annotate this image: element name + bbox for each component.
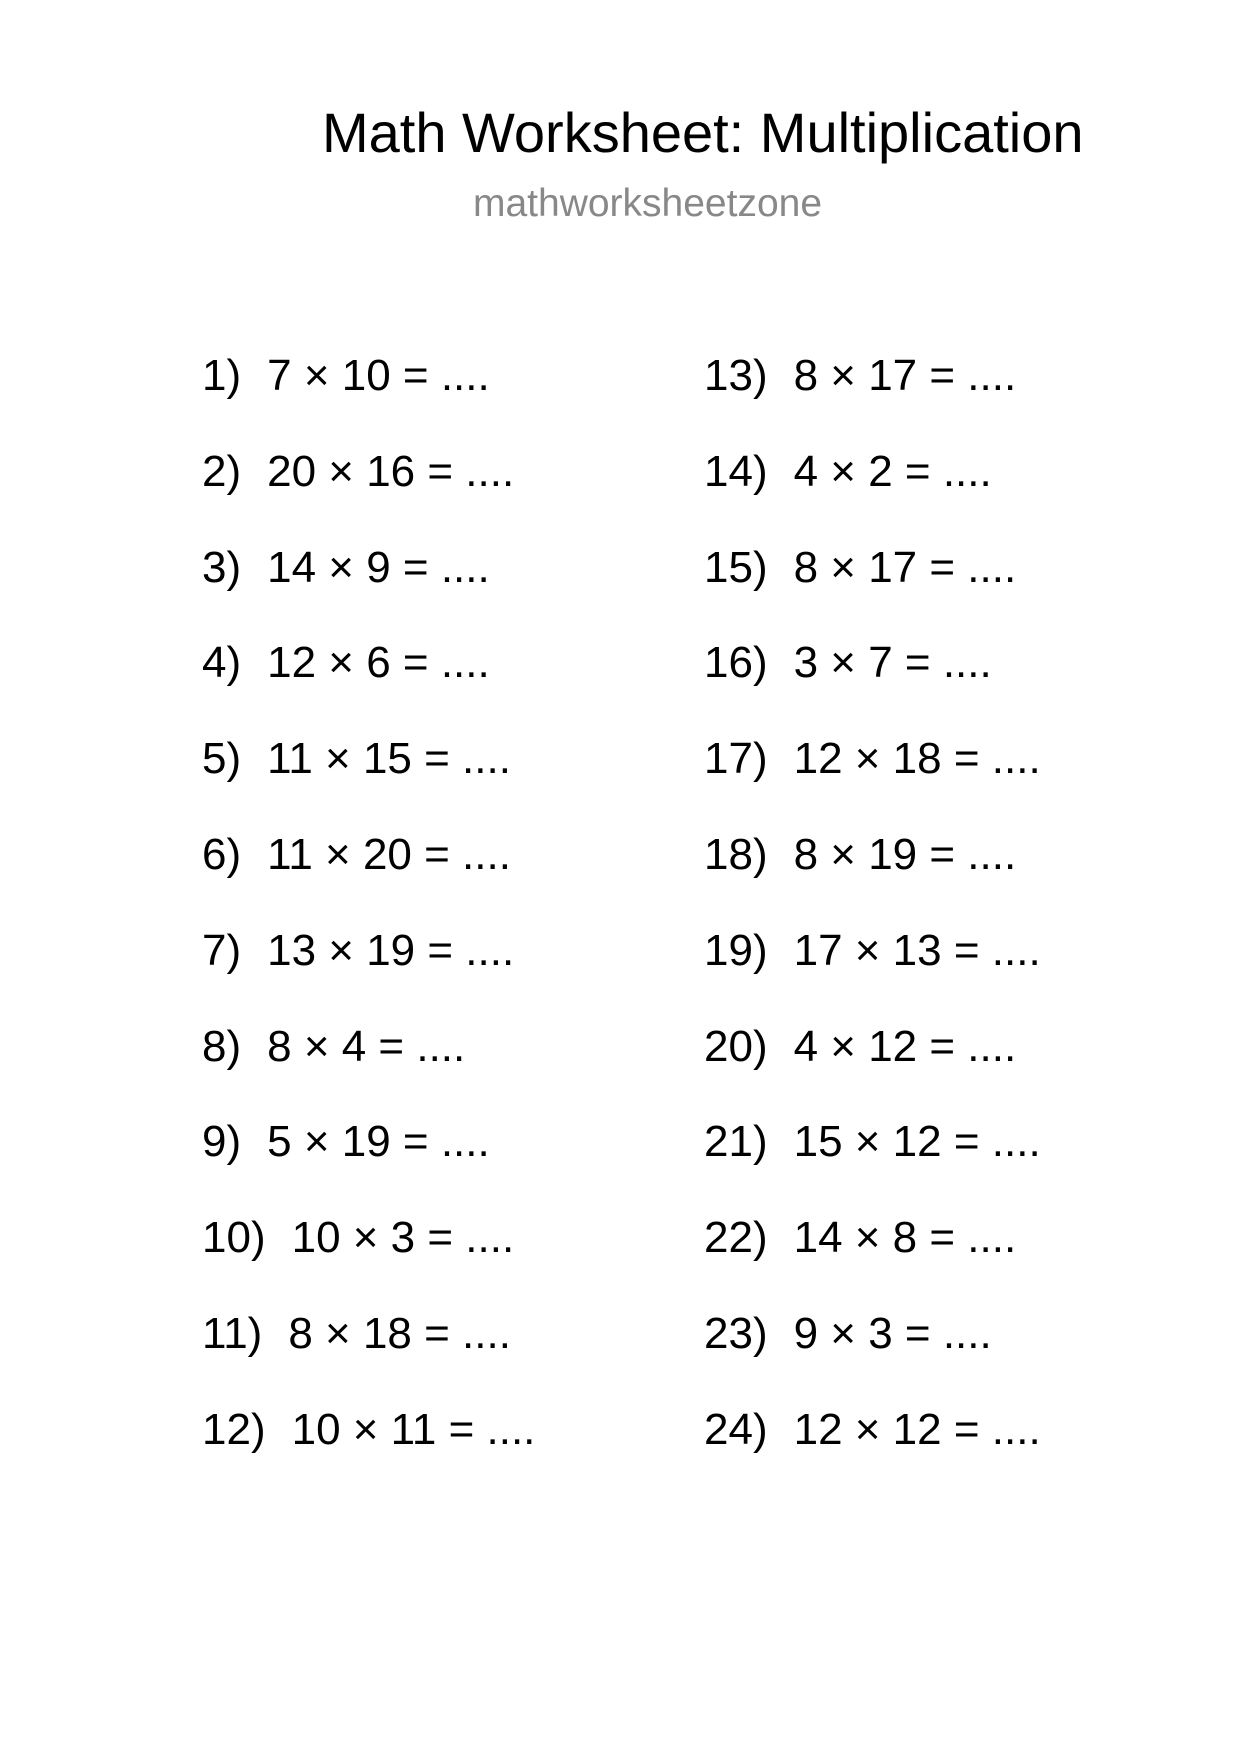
problem-number: 16): [704, 638, 768, 688]
problem-number: 15): [704, 542, 768, 592]
problem-expression: 10 × 3 = ....: [291, 1213, 515, 1263]
problem-expression: 4 × 12 = ....: [793, 1021, 1017, 1071]
problem-expression: 7 × 10 = ....: [267, 351, 490, 400]
problem-item: [202, 1212, 535, 1308]
problem-item: [202, 1116, 535, 1212]
problem-number: 21): [704, 1117, 768, 1167]
problem-expression: 15 × 12 = ....: [793, 1117, 1041, 1167]
problem-item: [704, 1212, 1041, 1308]
problem-expression: 8 × 19 = ....: [793, 829, 1017, 879]
problem-number: 8): [202, 1021, 242, 1071]
problem-number: 4): [202, 638, 242, 688]
problem-item: [202, 1308, 535, 1404]
problem-item: [704, 733, 1041, 829]
problem-number: 1): [202, 351, 242, 400]
problem-expression: 8 × 17 = ....: [793, 351, 1017, 400]
problem-item: [704, 350, 1041, 446]
problem-item: [202, 829, 535, 925]
problem-expression: 8 × 17 = ....: [793, 542, 1017, 592]
problem-item: [704, 925, 1041, 1021]
problem-number: 3): [202, 542, 242, 592]
problem-expression: 12 × 12 = ....: [793, 1404, 1041, 1454]
problem-expression: 14 × 8 = ....: [793, 1213, 1017, 1263]
problem-expression: 11 × 15 = ....: [267, 734, 511, 784]
problem-expression: 3 × 7 = ....: [793, 638, 992, 688]
problem-number: 11): [202, 1308, 263, 1358]
problem-item: [704, 1404, 1041, 1500]
problem-item: [202, 1021, 535, 1117]
problem-number: 24): [704, 1404, 768, 1454]
problem-expression: 12 × 6 = ....: [267, 638, 490, 688]
problem-number: 14): [704, 446, 768, 496]
problem-expression: 11 × 20 = ....: [267, 829, 511, 879]
problem-number: 9): [202, 1117, 242, 1167]
problem-expression: 5 × 19 = ....: [267, 1117, 490, 1167]
problem-item: [202, 1404, 535, 1500]
problem-number: 23): [704, 1308, 768, 1358]
page-title: Math Worksheet: Multiplication: [322, 101, 1084, 164]
problem-expression: 8 × 4 = ....: [267, 1021, 466, 1071]
problem-column-right: [704, 350, 1041, 1500]
problem-item: [704, 446, 1041, 542]
problem-number: 6): [202, 829, 242, 879]
problem-item: [704, 542, 1041, 638]
problem-expression: 17 × 13 = ....: [793, 925, 1041, 975]
problem-expression: 20 × 16 = ....: [267, 446, 515, 496]
problem-number: 7): [202, 925, 242, 975]
problem-number: 5): [202, 734, 242, 784]
problem-item: [202, 446, 535, 542]
problem-expression: 4 × 2 = ....: [793, 446, 992, 496]
problem-number: 2): [202, 446, 242, 496]
problem-expression: 14 × 9 = ....: [267, 542, 490, 592]
problem-expression: 12 × 18 = ....: [793, 734, 1041, 784]
problem-number: 19): [704, 925, 768, 975]
problem-item: [202, 542, 535, 638]
problem-number: 10): [202, 1213, 266, 1263]
problem-item: [704, 637, 1041, 733]
problem-number: 20): [704, 1021, 768, 1071]
problem-item: [202, 637, 535, 733]
problem-item: [704, 1308, 1041, 1404]
problem-expression: 13 × 19 = ....: [267, 925, 515, 975]
page-subtitle: mathworksheetzone: [473, 182, 823, 225]
problem-number: 17): [704, 734, 768, 784]
problem-expression: 9 × 3 = ....: [793, 1308, 992, 1358]
problem-number: 12): [202, 1404, 266, 1454]
problem-item: [202, 350, 535, 446]
problem-expression: 10 × 11 = ....: [291, 1404, 536, 1454]
problem-item: [202, 733, 535, 829]
problem-number: 13): [704, 351, 768, 400]
problem-item: [704, 1021, 1041, 1117]
problem-expression: 8 × 18 = ....: [288, 1308, 511, 1358]
problem-item: [704, 829, 1041, 925]
problem-item: [704, 1116, 1041, 1212]
problem-column-left: [202, 350, 535, 1500]
problem-item: [202, 925, 535, 1021]
problem-number: 22): [704, 1213, 768, 1263]
problem-number: 18): [704, 829, 768, 879]
